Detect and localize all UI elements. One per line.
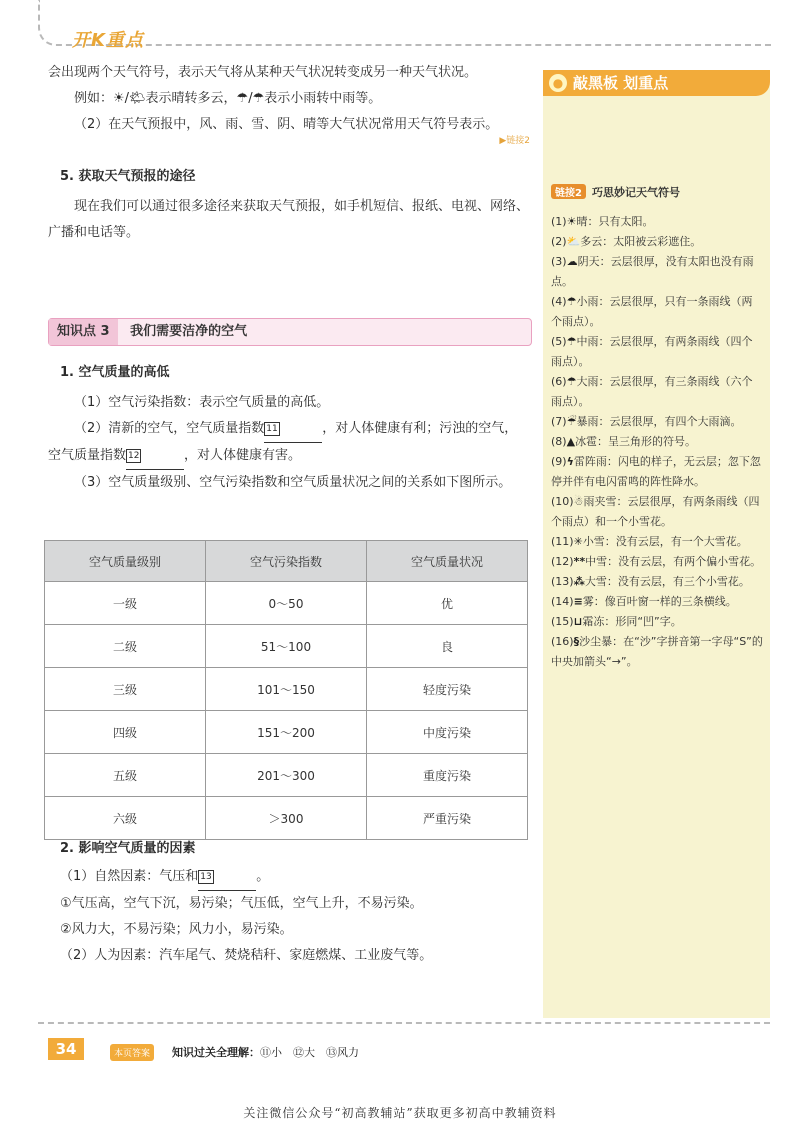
- weather-symbol-icon: ϟ: [566, 455, 574, 468]
- weather-symbol-icon: ☂: [566, 335, 577, 348]
- item-text: 雨夹雪：云层很厚，有两条雨线（四个雨点）和一个小雪花。: [551, 495, 760, 528]
- weather-symbol-item: [551, 632, 763, 672]
- table-cell: ＞300: [206, 797, 367, 840]
- answer-label: 知识过关全理解：: [172, 1046, 260, 1059]
- weather-symbol-item: [551, 232, 763, 252]
- text: 。: [256, 869, 270, 884]
- item-text: 小雪：没有云层，有一个大雪花。: [582, 535, 748, 548]
- table-cell: 六级: [45, 797, 206, 840]
- weather-symbol-icon: ☂: [566, 375, 577, 388]
- item-number: (12): [551, 555, 574, 568]
- table-header: 空气质量级别: [45, 541, 206, 582]
- weather-symbol-item: [551, 432, 763, 452]
- page-number: 34: [48, 1038, 84, 1060]
- table-cell: 二级: [45, 625, 206, 668]
- table-cell: 重度污染: [367, 754, 528, 797]
- item-number: (15): [551, 615, 574, 628]
- blank-number: 13: [200, 872, 212, 882]
- paragraph-with-blank: [60, 864, 530, 891]
- item-text: 冰雹：呈三角形的符号。: [575, 435, 697, 448]
- table-row: [45, 711, 528, 754]
- paragraph: （2）人为因素：汽车尾气、焚烧秸秆、家庭燃煤、工业废气等。: [60, 948, 433, 963]
- table-cell: 0～50: [206, 582, 367, 625]
- item-number: (11): [551, 535, 574, 548]
- weather-symbol-item: [551, 372, 763, 412]
- weather-symbol-icon: ☔: [566, 415, 577, 428]
- paragraph: ②风力大，不易污染；风力小，易污染。: [60, 922, 293, 937]
- fill-blank: [264, 416, 322, 443]
- weather-symbol-item: [551, 592, 763, 612]
- table-row: [45, 668, 528, 711]
- sidebar-header: [543, 70, 770, 96]
- blank-number: 11: [266, 424, 278, 434]
- item-number: (5): [551, 335, 567, 348]
- table-cell: 良: [367, 625, 528, 668]
- knowledge-point-title: 我们需要洁净的空气: [130, 324, 248, 339]
- weather-symbol-item: [551, 452, 763, 492]
- item-text: 阴天：云层很厚，没有太阳也没有雨点。: [551, 255, 754, 288]
- item-text: 大雨：云层很厚，有三条雨线（六个雨点）。: [551, 375, 753, 408]
- table-cell: 轻度污染: [367, 668, 528, 711]
- item-text: 小雨：云层很厚，只有一条雨线（两个雨点）。: [551, 295, 753, 328]
- paragraph: （3）空气质量级别、空气污染指数和空气质量状况之间的关系如下图所示。: [74, 475, 512, 490]
- item-number: (6): [551, 375, 567, 388]
- table-header: 空气污染指数: [206, 541, 367, 582]
- text: ，对人体健康有害。: [184, 448, 302, 463]
- weather-symbol-icon: ⛅: [566, 235, 581, 248]
- weather-symbol-item: [551, 412, 763, 432]
- item-text: 中雨：云层很厚，有两条雨线（四个雨点）。: [551, 335, 753, 368]
- item-number: (16): [551, 635, 574, 648]
- weather-symbol-icon: ≡: [573, 595, 583, 608]
- item-text: 沙尘暴：在“沙”字拼音第一字母“S”的中央加箭头“→”。: [551, 635, 763, 668]
- blank-number: 12: [128, 451, 140, 461]
- table-header-row: [45, 541, 528, 582]
- table-row: [45, 754, 528, 797]
- table-cell: 四级: [45, 711, 206, 754]
- table-cell: 三级: [45, 668, 206, 711]
- item-number: (4): [551, 295, 567, 308]
- item-number: (7): [551, 415, 567, 428]
- table-cell: 五级: [45, 754, 206, 797]
- air-quality-section: [48, 360, 530, 496]
- weather-symbol-icon: ☂: [566, 295, 577, 308]
- weather-symbol-item: [551, 332, 763, 372]
- item-text: 暴雨：云层很厚，有四个大雨滴。: [576, 415, 742, 428]
- weather-symbol-item: [551, 252, 763, 292]
- answer-tag: 本页答案: [110, 1044, 154, 1061]
- item-number: (9): [551, 455, 567, 468]
- knowledge-point-bar: [48, 318, 532, 346]
- item-number: (13): [551, 575, 574, 588]
- sidebar-subtitle: [551, 184, 680, 200]
- table-cell: 51～100: [206, 625, 367, 668]
- footer-note: 关注微信公众号“初高教辅站”获取更多初高中教辅资料: [243, 1106, 557, 1120]
- table-cell: 严重污染: [367, 797, 528, 840]
- item-number: (1): [551, 215, 567, 228]
- weather-symbol-icon: ⊔: [573, 615, 583, 628]
- answer-values: ⑪小 ⑫大 ⑬风力: [260, 1046, 359, 1059]
- paragraph: （1）空气污染指数：表示空气质量的高低。: [74, 395, 330, 410]
- section-heading: 5. 获取天气预报的途径: [60, 169, 196, 184]
- paragraph-with-blanks: [48, 416, 530, 470]
- item-number: (10): [551, 495, 574, 508]
- weather-symbol-icon: §: [573, 635, 580, 648]
- page-header-frame: [38, 0, 772, 46]
- subtitle-text: 巧思妙记天气符号: [591, 186, 680, 199]
- weather-symbol-item: [551, 552, 763, 572]
- table-cell: 一级: [45, 582, 206, 625]
- item-text: 雾：像百叶窗一样的三条横线。: [582, 595, 737, 608]
- weather-symbol-item: [551, 572, 763, 592]
- weather-symbol-icon: ▲: [566, 435, 576, 448]
- weather-symbol-icon: ☁: [566, 255, 578, 268]
- item-number: (3): [551, 255, 567, 268]
- text: ，对人体健康有利；污浊的空气，空气质量指数: [48, 421, 518, 463]
- item-text: 晴：只有太阳。: [576, 215, 654, 228]
- weather-symbol-item: [551, 612, 763, 632]
- weather-symbol-item: [551, 212, 763, 232]
- section-heading: 1. 空气质量的高低: [60, 365, 170, 380]
- weather-symbol-icon: ⁂: [573, 575, 585, 588]
- table-cell: 151～200: [206, 711, 367, 754]
- brand-logo: 开K重点: [72, 30, 144, 51]
- item-number: (14): [551, 595, 574, 608]
- item-number: (8): [551, 435, 567, 448]
- weather-symbol-item: [551, 532, 763, 552]
- lightbulb-icon: ●: [549, 74, 567, 92]
- paragraph: 例如：☀/🌤表示晴转多云，☂/☂表示小雨转中雨等。: [74, 91, 382, 106]
- text: （1）自然因素：气压和: [60, 869, 199, 884]
- air-quality-table: [44, 540, 528, 840]
- weather-symbol-icon: ☀: [566, 215, 577, 228]
- paragraph: 现在我们可以通过很多途径来获取天气预报，如手机短信、报纸、电视、网络、广播和电话等。: [48, 199, 530, 240]
- weather-symbol-item: [551, 492, 763, 532]
- item-number: (2): [551, 235, 567, 248]
- paragraph: ①气压高，空气下沉，易污染；气压低，空气上升，不易污染。: [60, 896, 423, 911]
- table-cell: 101～150: [206, 668, 367, 711]
- table-row: [45, 582, 528, 625]
- fill-blank: [198, 864, 256, 891]
- table-header: 空气质量状况: [367, 541, 528, 582]
- table-cell: 优: [367, 582, 528, 625]
- air-quality-factors: [60, 836, 530, 969]
- sidebar: [543, 70, 770, 1018]
- item-text: 雷阵雨：闪电的样子，无云层；忽下忽停并伴有电闪雷鸣的阵性降水。: [551, 455, 761, 488]
- table-row: [45, 625, 528, 668]
- knowledge-point-tag: 知识点 3: [49, 319, 118, 345]
- link-hint: ▶链接2: [499, 136, 530, 146]
- table-row: [45, 797, 528, 840]
- weather-symbol-icon: **: [573, 555, 586, 568]
- weather-symbol-item: [551, 292, 763, 332]
- weather-symbol-icon: ✳: [573, 535, 583, 548]
- item-text: 多云：太阳被云彩遮住。: [580, 235, 702, 248]
- paragraph: 会出现两个天气符号，表示天气将从某种天气状况转变成另一种天气状况。: [48, 65, 478, 80]
- paragraph: （2）在天气预报中，风、雨、雪、阴、晴等大气状况常用天气符号表示。: [74, 117, 499, 132]
- weather-symbol-list: [551, 212, 763, 672]
- section-heading: 2. 影响空气质量的因素: [60, 841, 196, 856]
- fill-blank: [126, 443, 184, 470]
- link-tag: 链接2: [551, 184, 586, 199]
- table-cell: 201～300: [206, 754, 367, 797]
- item-text: 霜冻：形同“凹”字。: [582, 615, 682, 628]
- table-cell: 中度污染: [367, 711, 528, 754]
- weather-symbol-icon: ☃: [573, 495, 584, 508]
- item-text: 大雪：没有云层，有三个小雪花。: [584, 575, 750, 588]
- answer-line: [172, 1044, 359, 1060]
- sidebar-title: 敲黑板 划重点: [573, 74, 669, 92]
- text: （2）清新的空气，空气质量指数: [74, 421, 265, 436]
- main-column: [48, 60, 530, 246]
- item-text: 中雪：没有云层，有两个偏小雪花。: [585, 555, 762, 568]
